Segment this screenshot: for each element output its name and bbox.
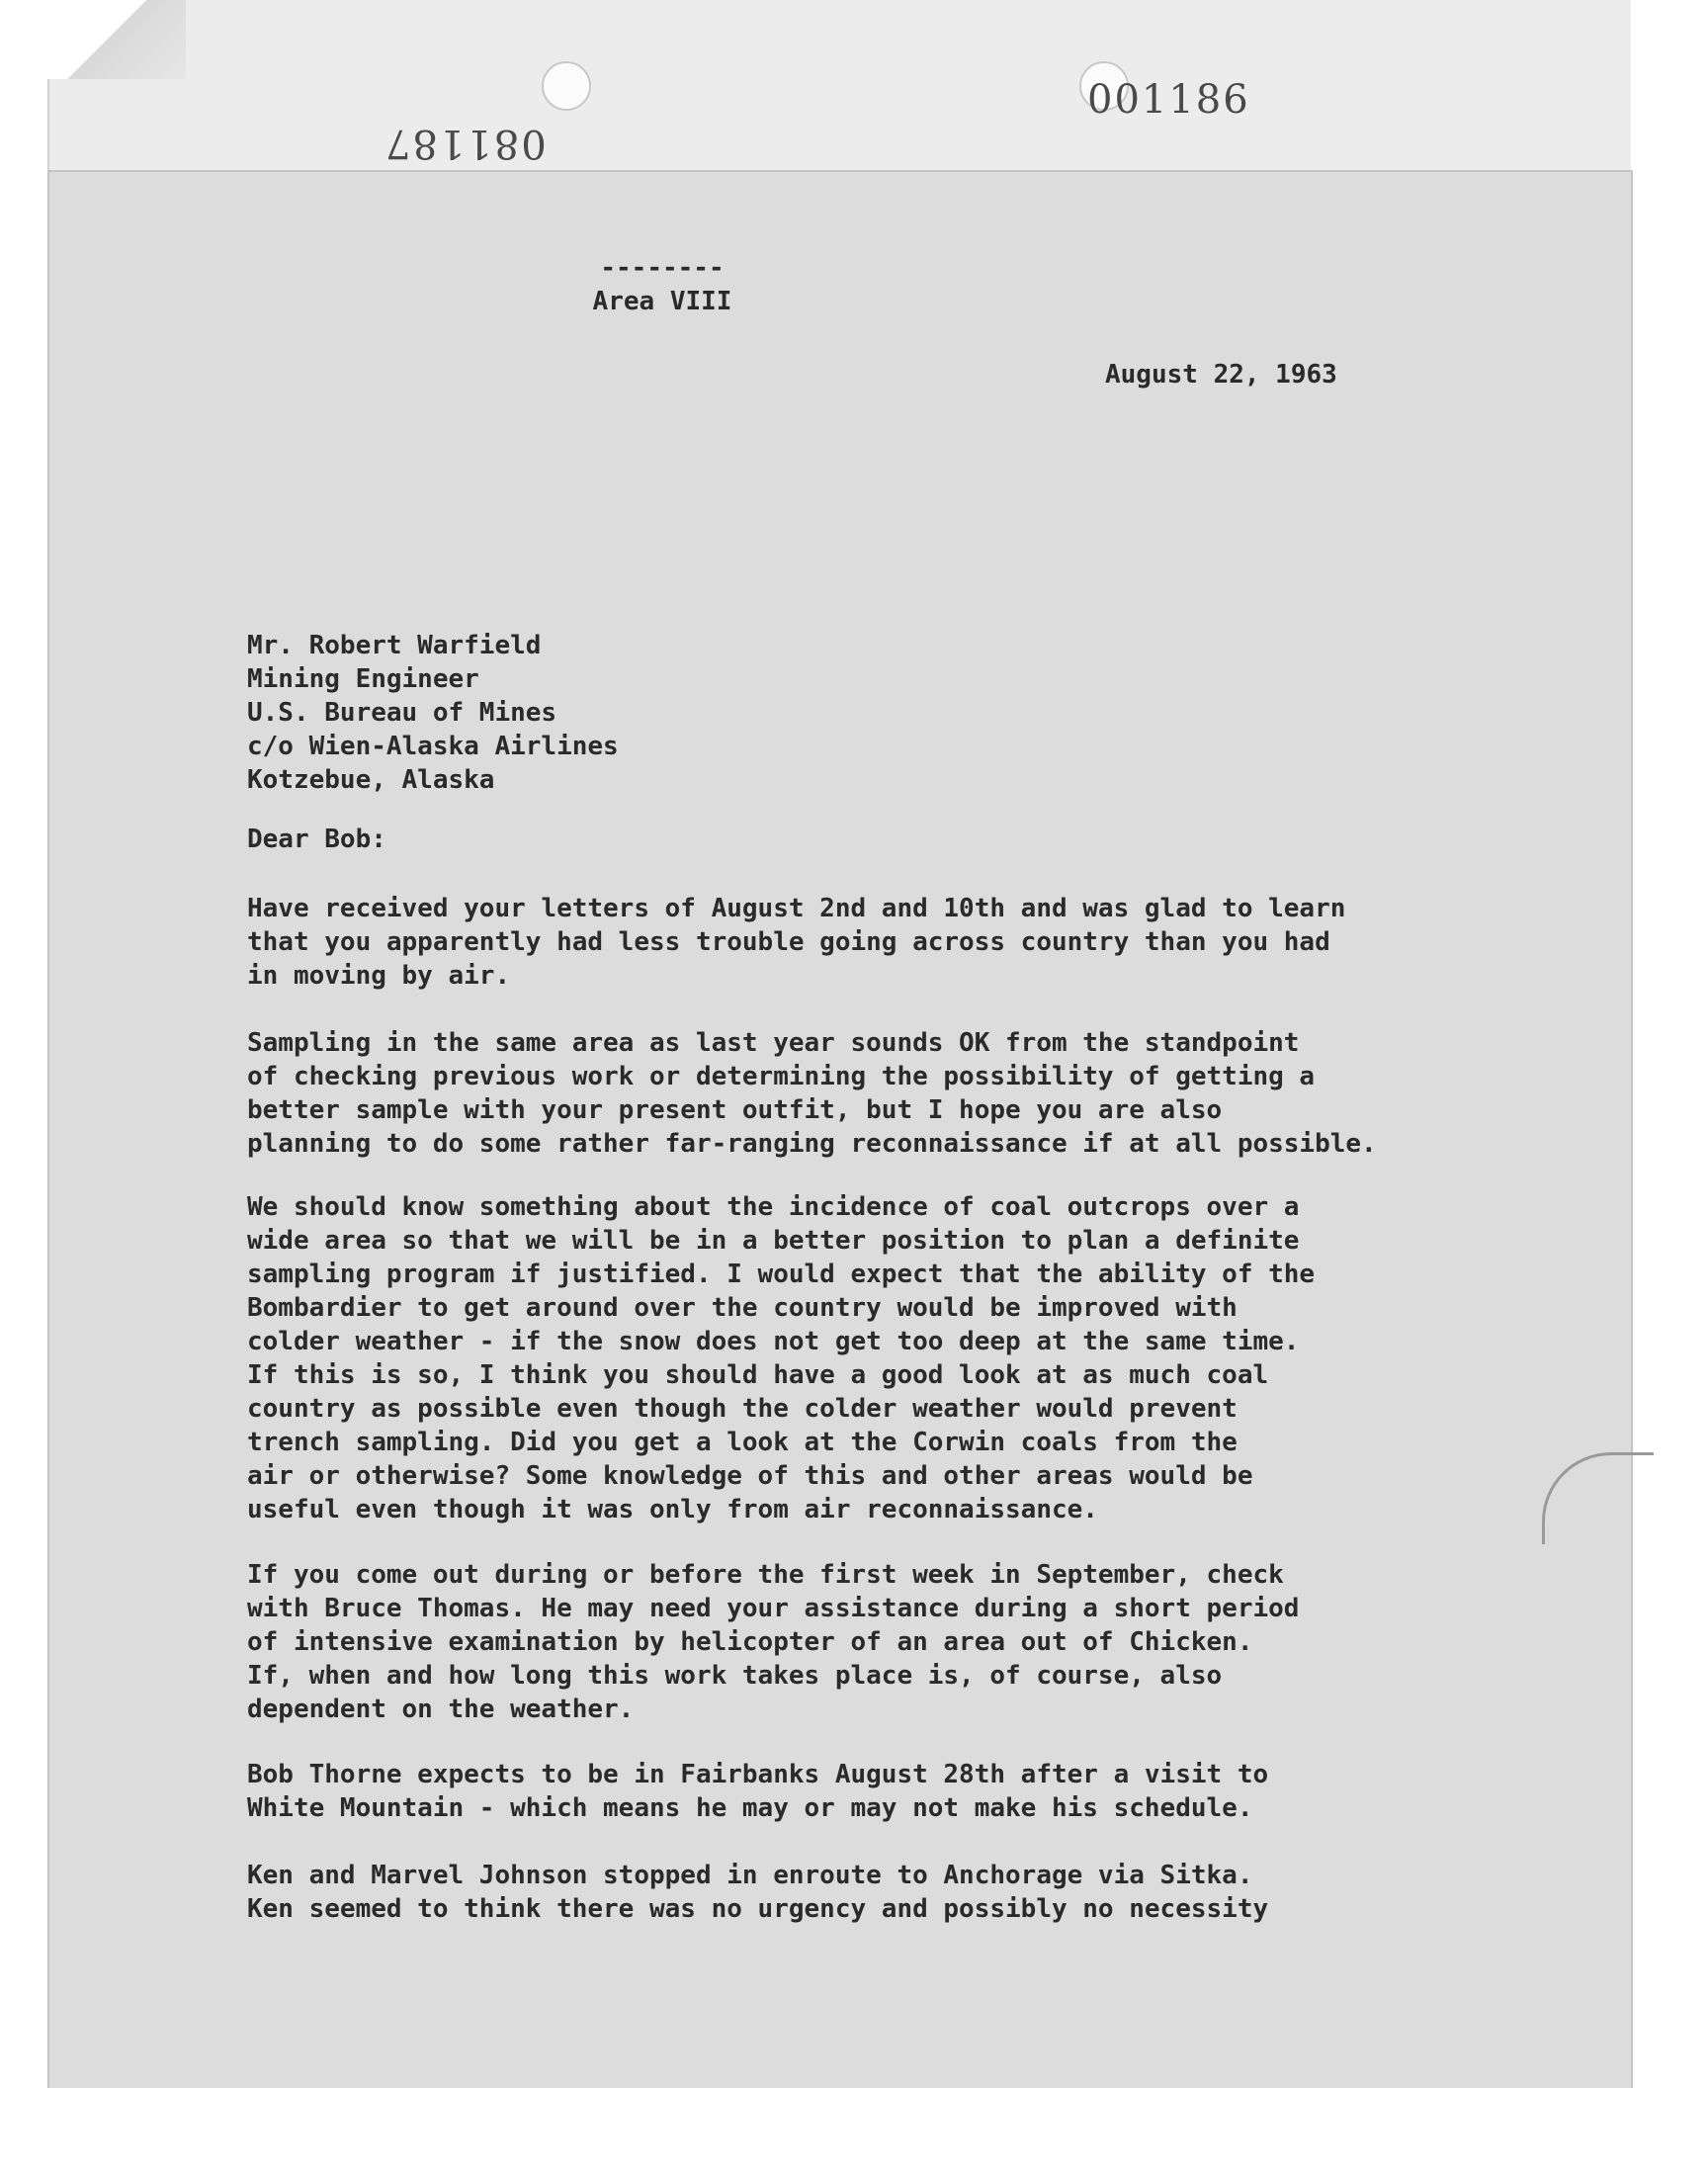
sheet-top-margin <box>47 0 1631 173</box>
punch-hole-left <box>542 61 591 111</box>
paragraph: We should know something about the incidence of coal outcrops over a wide area so that we will be in a better position to plan a definite sampling program if justified. I would expect that the ability of the Bombardier to get around over the country would be improved with colder weather - if the snow does not get too deep at the same time. If this is so, I think you should have a good look at as much coal country as possible even though the colder weather would prevent trench sampling. Did you get a look at the Corwin coals from the air or otherwise? Some knowledge of this and other areas would be useful even though it was only from air reconnaissance. <box>247 1192 1316 1524</box>
margin-bracket-mark <box>1542 1452 1654 1544</box>
area-heading: Area VIII <box>592 287 732 316</box>
paragraph: Ken and Marvel Johnson stopped in enroute to Anchorage via Sitka. Ken seemed to think there was no urgency and possibly no necessity <box>247 1861 1269 1924</box>
recipient-organization: U.S. Bureau of Mines <box>247 698 557 728</box>
paragraph: If you come out during or before the first week in September, check with Bruce Thomas. He may need your assistance during a short period of intensive examination by helicopter of an area out of Chicken. If, when and how long this work takes place is, of course, also dependent on the weather. <box>247 1560 1300 1724</box>
letter-body <box>247 251 1512 1924</box>
recipient-name: Mr. Robert Warfield <box>247 631 542 660</box>
recipient-care-of: c/o Wien-Alaska Airlines <box>247 732 619 761</box>
recipient-title: Mining Engineer <box>247 664 479 694</box>
letter-date: August 22, 1963 <box>1105 360 1337 390</box>
recipient-address <box>247 629 619 797</box>
paragraph: Bob Thorne expects to be in Fairbanks August 28th after a visit to White Mountain - which means he may or may not make his schedule. <box>247 1760 1269 1823</box>
paragraph: Sampling in the same area as last year sounds OK from the standpoint of checking previous work or determining the possibility of getting a better sample with your present outfit, but I hope you are also planning to do some rather far-ranging reconnaissance if at all possible. <box>247 1028 1377 1159</box>
doc-number-stamp-right: 001186 <box>1087 77 1250 123</box>
recipient-city: Kotzebue, Alaska <box>247 765 495 795</box>
letter-sheet <box>47 170 1633 2092</box>
doc-number-stamp-left: 081187 <box>384 121 547 166</box>
paragraph: Have received your letters of August 2nd and 10th and was glad to learn that you apparently had less trouble going across country than you had in moving by air. <box>247 894 1346 991</box>
header-dashes: -------- <box>600 253 725 283</box>
bottom-margin <box>0 2088 1708 2175</box>
salutation: Dear Bob: <box>247 825 386 854</box>
folded-corner <box>47 0 186 79</box>
